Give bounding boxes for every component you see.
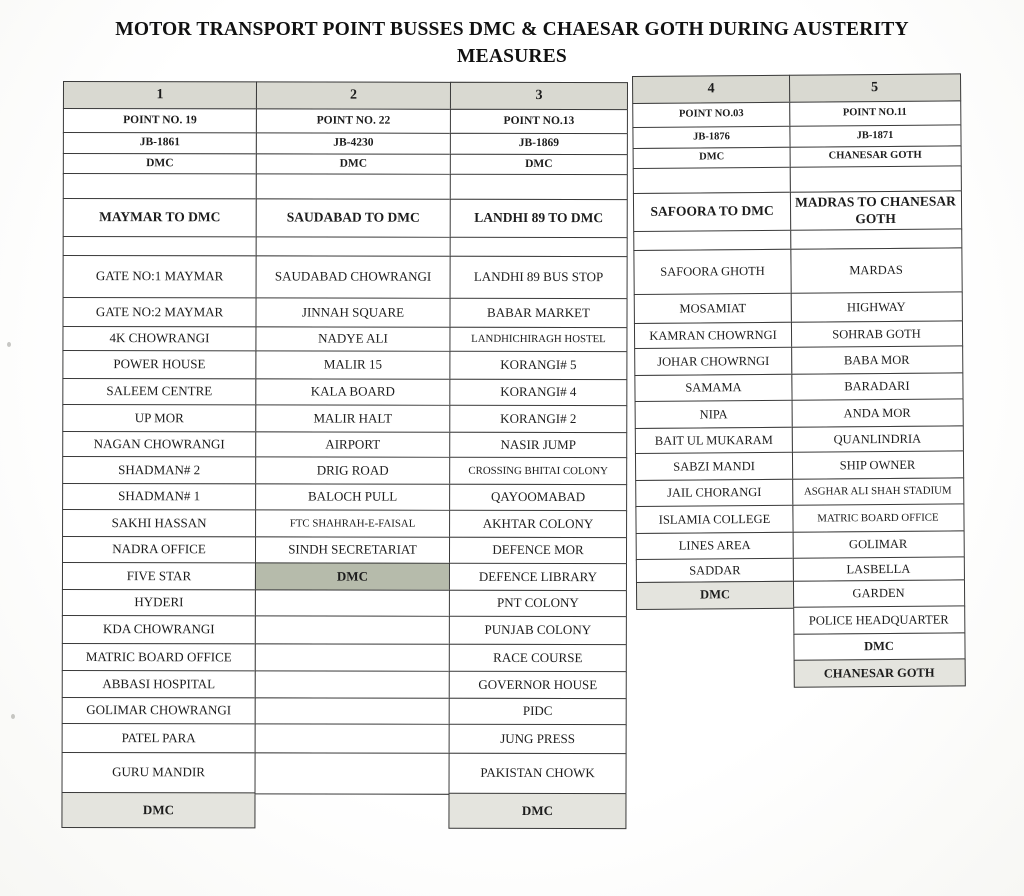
stop-cell: SHADMAN# 1 — [62, 482, 256, 510]
route-name-cell: MADRAS TO CHANESAR GOTH — [789, 190, 961, 231]
empty-cell — [254, 723, 450, 753]
stop-cell: SINDH SECRETARIAT — [254, 535, 450, 563]
stop-cell: LASBELLA — [792, 556, 964, 581]
stop-cell: DEFENCE MOR — [449, 536, 627, 564]
stop-cell: CROSSING BHITAI COLONY — [449, 456, 627, 484]
stop-cell: LINES AREA — [636, 531, 794, 560]
terminal-cell: DMC — [450, 153, 628, 175]
stop-cell: KORANGI# 4 — [449, 378, 627, 406]
spacer-cell — [789, 165, 961, 192]
terminus-cell: DMC — [636, 580, 794, 609]
stop-cell: MATRIC BOARD OFFICE — [792, 503, 964, 532]
stop-cell: MALIR 15 — [255, 350, 451, 379]
stop-cell: SABZI MANDI — [635, 451, 793, 480]
empty-cell — [254, 588, 450, 616]
stop-cell: HIGHWAY — [790, 291, 962, 322]
stop-cell: KDA CHOWRANGI — [62, 615, 256, 644]
spacer-cell — [63, 236, 257, 256]
spacer-cell — [450, 173, 628, 199]
stop-cell: PIDC — [449, 697, 627, 725]
empty-cell — [254, 642, 450, 671]
stop-cell: SHADMAN# 2 — [62, 456, 256, 484]
stop-cell: BABA MOR — [791, 345, 963, 374]
stop-cell: KORANGI# 2 — [449, 404, 627, 432]
empty-cell — [254, 670, 450, 698]
vehicle-number-cell: JB-1871 — [789, 124, 961, 147]
stop-cell: QUANLINDRIA — [791, 425, 963, 453]
stop-cell: ASGHAR ALI SHAH STADIUM — [792, 477, 964, 506]
spacer-cell — [633, 229, 791, 250]
spacer-cell — [633, 166, 791, 193]
stop-cell: FTC SHAHRAH-E-FAISAL — [255, 509, 451, 537]
stop-cell: ISLAMIA COLLEGE — [635, 504, 793, 533]
empty-cell — [254, 751, 450, 793]
stop-cell: BARADARI — [791, 372, 963, 401]
vehicle-number-cell: JB-1876 — [632, 125, 790, 148]
spacer-cell — [450, 236, 628, 256]
column-number-cell: 2 — [255, 81, 451, 109]
stop-cell: JUNG PRESS — [449, 723, 627, 753]
bus-column-3 — [448, 81, 628, 828]
empty-cell — [254, 696, 450, 724]
stop-cell: LANDHICHIRAGH HOSTEL — [449, 326, 627, 352]
terminal-cell: CHANESAR GOTH — [789, 145, 961, 168]
stop-cell: BAIT UL MUKARAM — [635, 426, 793, 454]
bus-column-4 — [632, 74, 794, 609]
table-block-points-1-3 — [61, 81, 628, 829]
column-number-cell: 3 — [450, 81, 628, 109]
stop-cell: KORANGI# 5 — [449, 350, 627, 379]
document-title: MOTOR TRANSPORT POINT BUSSES DMC & CHAESAR GOTH DURING AUSTERITY MEASURES — [115, 19, 909, 68]
vehicle-number-cell: JB-4230 — [255, 132, 451, 154]
stop-cell: POLICE HEADQUARTER — [793, 605, 965, 634]
stop-cell: AKHTAR COLONY — [449, 509, 627, 537]
bus-table — [63, 81, 1024, 828]
stop-cell: KAMRAN CHOWRNGI — [634, 321, 792, 349]
stop-cell: LANDHI 89 BUS STOP — [450, 255, 628, 299]
point-number-cell: POINT NO. 19 — [63, 107, 257, 133]
stop-cell: SAKHI HASSAN — [62, 509, 256, 537]
terminus-cell: DMC — [448, 792, 626, 828]
point-number-cell: POINT NO. 22 — [255, 107, 451, 133]
terminal-cell: DMC — [255, 152, 451, 174]
stop-cell: MOSAMIAT — [634, 292, 792, 323]
table-block-points-4-5 — [632, 73, 965, 689]
stop-cell: JAIL CHORANGI — [635, 478, 793, 507]
stop-cell: JINNAH SQUARE — [255, 297, 451, 327]
stop-cell: KALA BOARD — [255, 377, 451, 405]
stop-cell: HYDERI — [62, 588, 256, 616]
stop-cell: NAGAN CHOWRANGI — [62, 430, 256, 457]
stop-cell: SAFOORA GHOTH — [633, 248, 791, 295]
stop-cell: GOVERNOR HOUSE — [449, 670, 627, 698]
stop-cell: GATE NO:2 MAYMAR — [62, 297, 256, 327]
stop-cell: NIPA — [635, 399, 793, 428]
terminus-cell: DMC — [793, 631, 965, 660]
stop-cell: SAMAMA — [634, 373, 792, 402]
route-name-cell: LANDHI 89 TO DMC — [450, 198, 628, 238]
stop-cell: UP MOR — [62, 404, 256, 432]
terminal-cell: DMC — [63, 152, 257, 174]
column-number-cell: 1 — [63, 81, 257, 109]
spacer-cell — [255, 236, 451, 256]
stop-cell: QAYOOMABAD — [449, 483, 627, 511]
stop-cell: DRIG ROAD — [255, 456, 451, 484]
stop-cell: SHIP OWNER — [791, 450, 963, 479]
stop-cell: GOLIMAR — [792, 529, 964, 558]
terminal-cell: DMC — [633, 146, 791, 169]
stop-cell: GARDEN — [792, 578, 964, 607]
bus-column-1 — [61, 81, 257, 828]
route-name-cell: MAYMAR TO DMC — [63, 197, 257, 237]
terminus-cell: DMC — [61, 792, 255, 828]
stop-cell: RACE COURSE — [449, 643, 627, 672]
point-number-cell: POINT NO.11 — [789, 100, 961, 127]
stop-cell: POWER HOUSE — [62, 350, 256, 379]
stop-cell: MATRIC BOARD OFFICE — [62, 642, 256, 671]
stop-cell: NADRA OFFICE — [62, 535, 256, 563]
column-number-cell: 5 — [788, 73, 960, 102]
stop-cell: FIVE STAR — [62, 562, 256, 590]
scan-speck — [11, 714, 15, 719]
spacer-cell — [255, 173, 451, 199]
point-number-cell: POINT NO.03 — [632, 101, 790, 128]
stop-cell: 4K CHOWRANGI — [62, 325, 256, 351]
vehicle-number-cell: JB-1861 — [63, 132, 257, 154]
stop-cell: MARDAS — [790, 247, 962, 294]
bus-column-2 — [254, 81, 451, 794]
stop-cell: NADYE ALI — [255, 325, 451, 351]
stop-cell: ABBASI HOSPITAL — [62, 670, 256, 698]
stop-cell: PUNJAB COLONY — [449, 615, 627, 644]
stop-cell: GOLIMAR CHOWRANGI — [62, 696, 256, 724]
stop-cell: SAUDABAD CHOWRANGI — [255, 254, 451, 298]
stop-cell: MALIR HALT — [255, 404, 451, 432]
stop-cell: JOHAR CHOWRNGI — [634, 346, 792, 375]
terminus-cell: CHANESAR GOTH — [793, 658, 965, 687]
stop-cell: AIRPORT — [255, 430, 451, 457]
stop-cell: SADDAR — [636, 557, 794, 582]
stop-cell: PNT COLONY — [449, 589, 627, 617]
stop-cell: GATE NO:1 MAYMAR — [63, 254, 257, 298]
route-name-cell: SAUDABAD TO DMC — [255, 197, 451, 237]
stop-cell: GURU MANDIR — [62, 751, 256, 793]
stop-cell: PATEL PARA — [62, 723, 256, 753]
spacer-cell — [63, 173, 257, 199]
stop-cell: PAKISTAN CHOWK — [449, 752, 627, 794]
scan-speck — [7, 342, 11, 347]
stop-cell: BABAR MARKET — [449, 297, 627, 327]
stop-cell: SOHRAB GOTH — [790, 320, 962, 348]
stop-cell: BALOCH PULL — [255, 482, 451, 510]
stop-cell: ANDA MOR — [791, 398, 963, 427]
route-name-cell: SAFOORA TO DMC — [633, 191, 791, 232]
terminus-cell: DMC — [254, 562, 450, 590]
bus-column-5 — [788, 73, 965, 687]
empty-cell — [254, 615, 450, 644]
stop-cell: DEFENCE LIBRARY — [449, 562, 627, 590]
vehicle-number-cell: JB-1869 — [450, 132, 628, 154]
column-number-cell: 4 — [632, 74, 790, 103]
point-number-cell: POINT NO.13 — [450, 108, 628, 134]
stop-cell: SALEEM CENTRE — [62, 377, 256, 405]
stop-cell: NASIR JUMP — [449, 431, 627, 458]
